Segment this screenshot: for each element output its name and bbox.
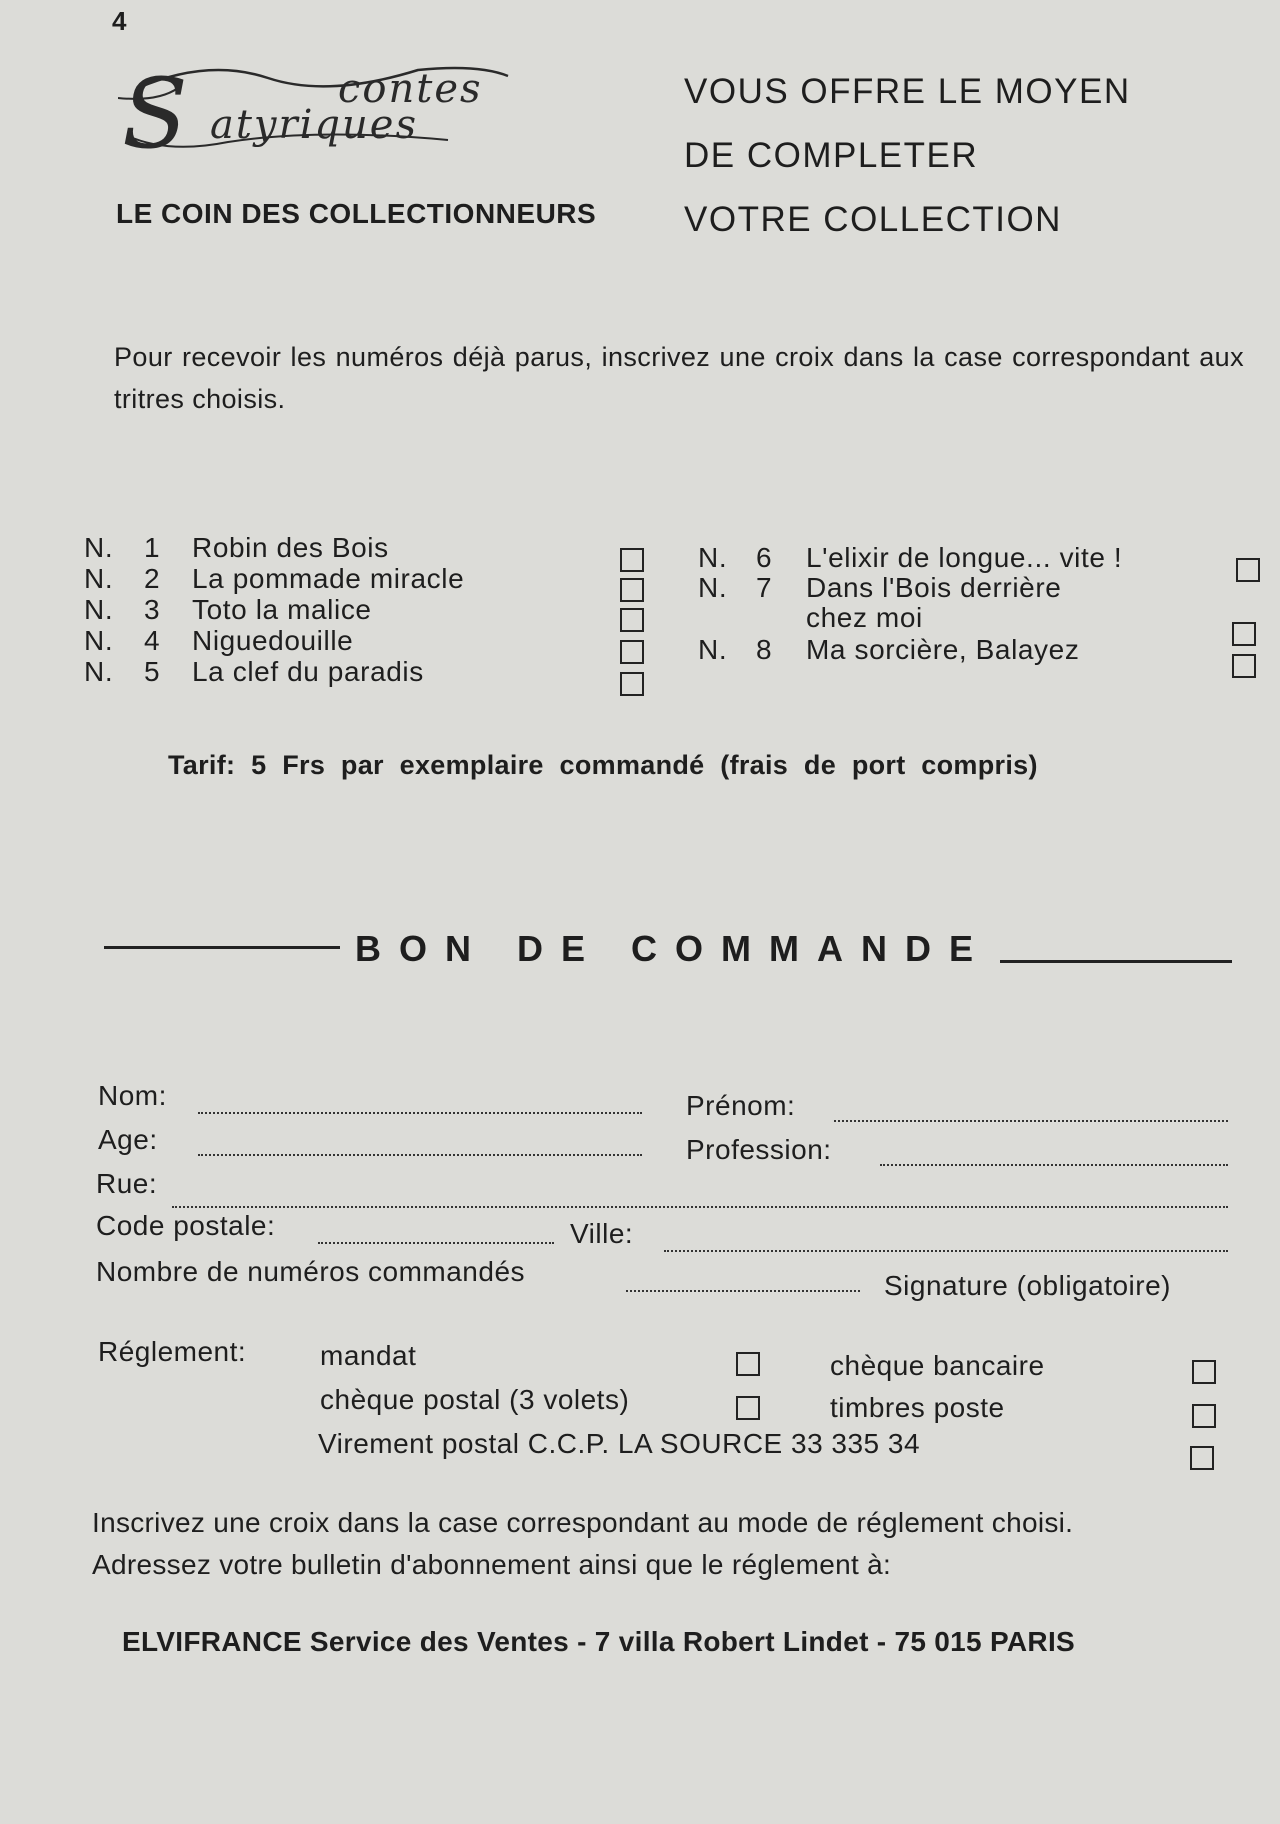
list-item <box>698 572 1218 603</box>
virement-checkbox[interactable] <box>1190 1446 1214 1470</box>
issue-8-checkbox[interactable] <box>1232 654 1256 678</box>
issue-2-checkbox[interactable] <box>620 578 644 602</box>
collectors-corner-title: LE COIN DES COLLECTIONNEURS <box>116 198 597 229</box>
issue-4-checkbox[interactable] <box>620 640 644 664</box>
timbres-checkbox[interactable] <box>1192 1404 1216 1428</box>
issue-number: 4 <box>144 625 161 656</box>
signature-label: Signature (obligatoire) <box>884 1270 1171 1301</box>
list-item <box>84 563 684 594</box>
issue-prefix: N. <box>84 625 114 656</box>
age-label: Age: <box>98 1124 158 1155</box>
issue-number: 1 <box>144 532 161 563</box>
issue-title: La clef du paradis <box>192 656 424 687</box>
issue-5-checkbox[interactable] <box>620 672 644 696</box>
issue-3-checkbox[interactable] <box>620 608 644 632</box>
list-item <box>84 656 684 687</box>
issue-number: 2 <box>144 563 161 594</box>
logo-initial: S <box>122 58 188 170</box>
mandat-label: mandat <box>320 1340 417 1371</box>
issue-7-checkbox[interactable] <box>1232 622 1256 646</box>
issue-title: Toto la malice <box>192 594 372 625</box>
nombre-field[interactable] <box>626 1288 860 1292</box>
order-form-title: BON DE COMMANDE <box>355 928 991 969</box>
rue-field[interactable] <box>172 1204 1228 1208</box>
reglement-label: Réglement: <box>98 1336 247 1367</box>
prenom-field[interactable] <box>834 1118 1228 1122</box>
list-item <box>698 542 1218 573</box>
list-item <box>84 532 684 563</box>
rue-label: Rue: <box>96 1168 158 1199</box>
issue-title: Niguedouille <box>192 625 354 656</box>
issue-prefix: N. <box>698 572 728 603</box>
issue-number: 8 <box>756 634 773 665</box>
list-item <box>698 634 1218 665</box>
nombre-label: Nombre de numéros commandés <box>96 1256 526 1287</box>
logo-line-2: atyriques <box>210 102 418 148</box>
divider-right <box>1000 960 1232 963</box>
cheque-bancaire-checkbox[interactable] <box>1192 1360 1216 1384</box>
issue-title: Dans l'Bois derrière <box>806 572 1062 603</box>
issue-prefix: N. <box>84 563 114 594</box>
offer-line-2: DE COMPLETER <box>684 136 979 175</box>
logo-line-1: contes <box>338 66 483 112</box>
issue-title: Ma sorcière, Balayez <box>806 634 1080 665</box>
nom-field[interactable] <box>198 1110 642 1114</box>
code-postale-label: Code postale: <box>96 1210 276 1241</box>
page-number: 4 <box>112 6 127 36</box>
cheque-postal-label: chèque postal (3 volets) <box>320 1384 630 1415</box>
issue-number: 3 <box>144 594 161 625</box>
issues-left-list <box>84 532 684 702</box>
code-postale-field[interactable] <box>318 1240 554 1244</box>
issue-prefix: N. <box>84 594 114 625</box>
instructions <box>92 1502 1222 1586</box>
instruction-line-1: Inscrivez une croix dans la case correspondant au mode de réglement choisi. <box>92 1507 1074 1538</box>
contes-satyriques-logo <box>118 58 558 168</box>
issues-right-list <box>698 542 1218 682</box>
issue-title-continued: chez moi <box>806 602 923 633</box>
cheque-bancaire-label: chèque bancaire <box>830 1350 1045 1381</box>
issue-number: 5 <box>144 656 161 687</box>
issue-title: Robin des Bois <box>192 532 389 563</box>
mandat-checkbox[interactable] <box>736 1352 760 1376</box>
prenom-label: Prénom: <box>686 1090 796 1121</box>
issue-prefix: N. <box>84 532 114 563</box>
tarif-text: Tarif: 5 Frs par exemplaire commandé (frais de port compris) <box>168 750 1038 780</box>
issue-prefix: N. <box>698 542 728 573</box>
issue-1-checkbox[interactable] <box>620 548 644 572</box>
issue-number: 7 <box>756 572 773 603</box>
timbres-label: timbres poste <box>830 1392 1005 1423</box>
issue-title: L'elixir de longue... vite ! <box>806 542 1123 573</box>
intro-text: Pour recevoir les numéros déjà parus, inscrivez une croix dans la case correspondant aux tritres choisis. <box>114 342 1244 414</box>
offer-line-1: VOUS OFFRE LE MOYEN <box>684 72 1131 111</box>
issue-prefix: N. <box>84 656 114 687</box>
nom-label: Nom: <box>98 1080 167 1111</box>
age-field[interactable] <box>198 1152 642 1156</box>
profession-field[interactable] <box>880 1162 1228 1166</box>
mailing-address: ELVIFRANCE Service des Ventes - 7 villa Robert Lindet - 75 015 PARIS <box>122 1626 1075 1657</box>
divider-left <box>104 946 340 949</box>
list-item <box>84 594 684 625</box>
ville-field[interactable] <box>664 1248 1228 1252</box>
issue-title: La pommade miracle <box>192 563 465 594</box>
issue-number: 6 <box>756 542 773 573</box>
cheque-postal-checkbox[interactable] <box>736 1396 760 1420</box>
ville-label: Ville: <box>570 1218 634 1249</box>
offer-line-3: VOTRE COLLECTION <box>684 200 1062 239</box>
profession-label: Profession: <box>686 1134 832 1165</box>
issue-prefix: N. <box>698 634 728 665</box>
list-item <box>698 602 1218 633</box>
issue-6-checkbox[interactable] <box>1236 558 1260 582</box>
instruction-line-2: Adressez votre bulletin d'abonnement ainsi que le réglement à: <box>92 1549 892 1580</box>
virement-label: Virement postal C.C.P. LA SOURCE 33 335 34 <box>318 1428 921 1459</box>
list-item <box>84 625 684 656</box>
